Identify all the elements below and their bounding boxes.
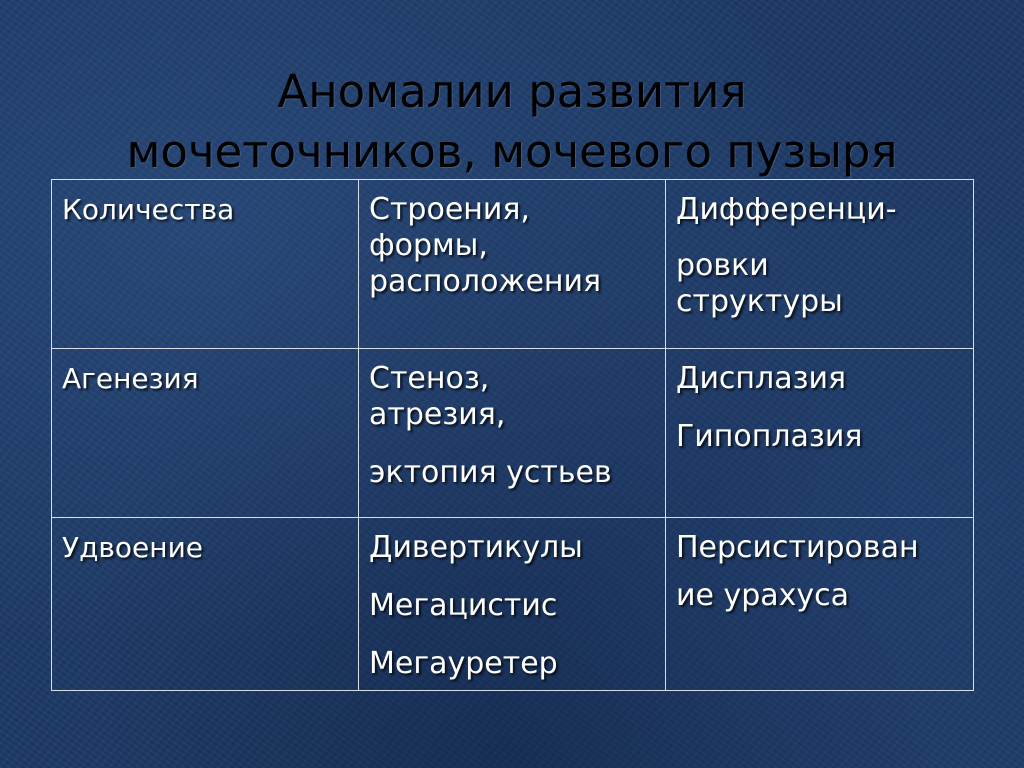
cell-text: ровки xyxy=(676,248,769,283)
cell-text: Агенезия xyxy=(62,362,199,395)
cell-text: Мегацистис xyxy=(369,588,558,623)
cell-text: Гипоплазия xyxy=(676,419,863,454)
table-cell xyxy=(666,518,974,691)
cell-text: ие урахуса xyxy=(676,578,850,613)
cell-text: Дисплазия xyxy=(676,361,847,396)
anomalies-table xyxy=(51,179,974,691)
table-cell xyxy=(359,518,666,691)
cell-text: эктопия устьев xyxy=(369,455,612,490)
table-cell xyxy=(52,518,359,691)
cell-text: Дивертикулы xyxy=(369,530,583,565)
table-cell xyxy=(52,180,359,349)
slide-title-line-2: мочеточников, мочевого пузыря xyxy=(126,125,898,178)
cell-text: Удвоение xyxy=(62,531,204,564)
table-row xyxy=(52,518,974,691)
table-cell xyxy=(666,349,974,518)
cell-text: расположения xyxy=(369,264,602,299)
table-cell xyxy=(359,180,666,349)
table-cell xyxy=(359,349,666,518)
table-cell xyxy=(52,349,359,518)
slide-title-line-1: Аномалии развития xyxy=(277,65,747,118)
cell-text: структуры xyxy=(676,284,843,319)
table-row xyxy=(52,349,974,518)
table-cell xyxy=(666,180,974,349)
table-row xyxy=(52,180,974,349)
slide-title xyxy=(0,62,1024,182)
cell-text: формы, xyxy=(369,228,488,263)
cell-text: Стеноз, xyxy=(369,361,490,396)
cell-text: Количества xyxy=(62,193,235,226)
cell-text: Персистирован xyxy=(676,530,919,565)
cell-text: Строения, xyxy=(369,192,530,227)
cell-text: атрезия, xyxy=(369,397,506,432)
cell-text: Мегауретер xyxy=(369,646,558,681)
cell-text: Дифференци- xyxy=(676,192,897,227)
